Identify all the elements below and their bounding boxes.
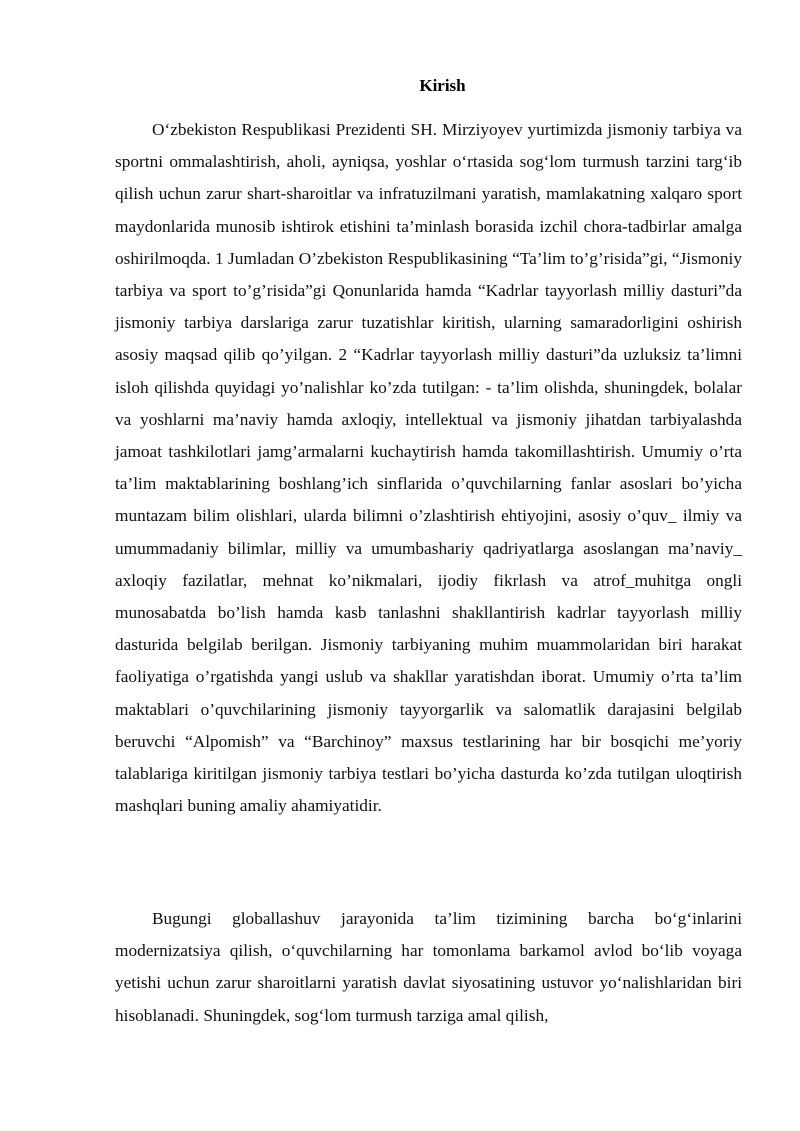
page-title: Kirish bbox=[419, 76, 466, 95]
body-paragraph-2: Bugungi globallashuv jarayonida ta’lim tizimining barcha bo‘g‘inlarini modernizatsiya qilish, o‘quvchilarning har tomonlama barkamol avlod bo‘lib voyaga yetishi uchun zarur sharoitlarni yaratish davlat siyosatining ustuvor yo‘nalishlaridan biri hisoblanadi. Shuningdek, sog‘lom turmush tarziga amal qilish, bbox=[115, 909, 742, 1025]
body-paragraph-1: O‘zbekiston Respublikasi Prezidenti SH. Mirziyoyev yurtimizda jismoniy tarbiya va sportni ommalashtirish, aholi, ayniqsa, yoshlar o‘rtasida sog‘lom turmush tarzini targ‘ib qilish uchun zarur shart-sharoitlar va infratuzilmani yaratish, mamlakatning xalqaro sport maydonlarida munosib ishtirok etishini ta’minlash borasida izchil chora-tadbirlar amalga oshirilmoqda. 1 Jumladan O’zbekiston Respublikasining “Ta’lim to’g’risida”gi, “Jismoniy tarbiya va sport to’g’risida”gi Qonunlarida hamda “Kadrlar tayyorlash milliy dasturi”da jismoniy tarbiya darslariga zarur tuzatishlar kiritish, ularning samaradorligini oshirish asosiy maqsad qilib qo’yilgan. 2 “Kadrlar tayyorlash milliy dasturi”da uzluksiz ta’limni isloh qilishda quyidagi yo’nalishlar ko’zda tutilgan: - ta’lim olishda, shuningdek, bolalar va yoshlarni ma’naviy hamda axloqiy, intellektual va jismoniy jihatdan tarbiyalashda jamoat tashkilotlari jamg’armalarni kuchaytirish hamda takomillashtirish. Umumiy o’rta ta’lim maktablarining boshlang’ich sinflarida o’quvchilarning fanlar asoslari bo’yicha muntazam bilim olishlari, ularda bilimni o’zlashtirish ehtiyojini, asosiy o’quv_ ilmiy va umummadaniy bilimlar, milliy va umumbashariy qadriyatlarga asoslangan ma’naviy_ axloqiy fazilatlar, mehnat ko’nikmalari, ijodiy fikrlash va atrof_muhitga ongli munosabatda bo’lish hamda kasb tanlashni shakllantirish kadrlar tayyorlash milliy dasturida belgilab berilgan. Jismoniy tarbiyaning muhim muammolaridan biri harakat faoliyatiga o’rgatishda yangi uslub va shakllar yaratishdan iborat. Umumiy o’rta ta’lim maktablari o’quvchilarining jismoniy tayyorgarlik va salomatlik darajasini belgilab beruvchi “Alpomish” va “Barchinoy” maxsus testlarining har bir bosqichi me’yoriy talablariga kiritilgan jismoniy tarbiya testlari bo’yicha dasturda ko’zda tutilgan uloqtirish mashqlari buning amaliy ahamiyatidir. bbox=[115, 120, 742, 816]
